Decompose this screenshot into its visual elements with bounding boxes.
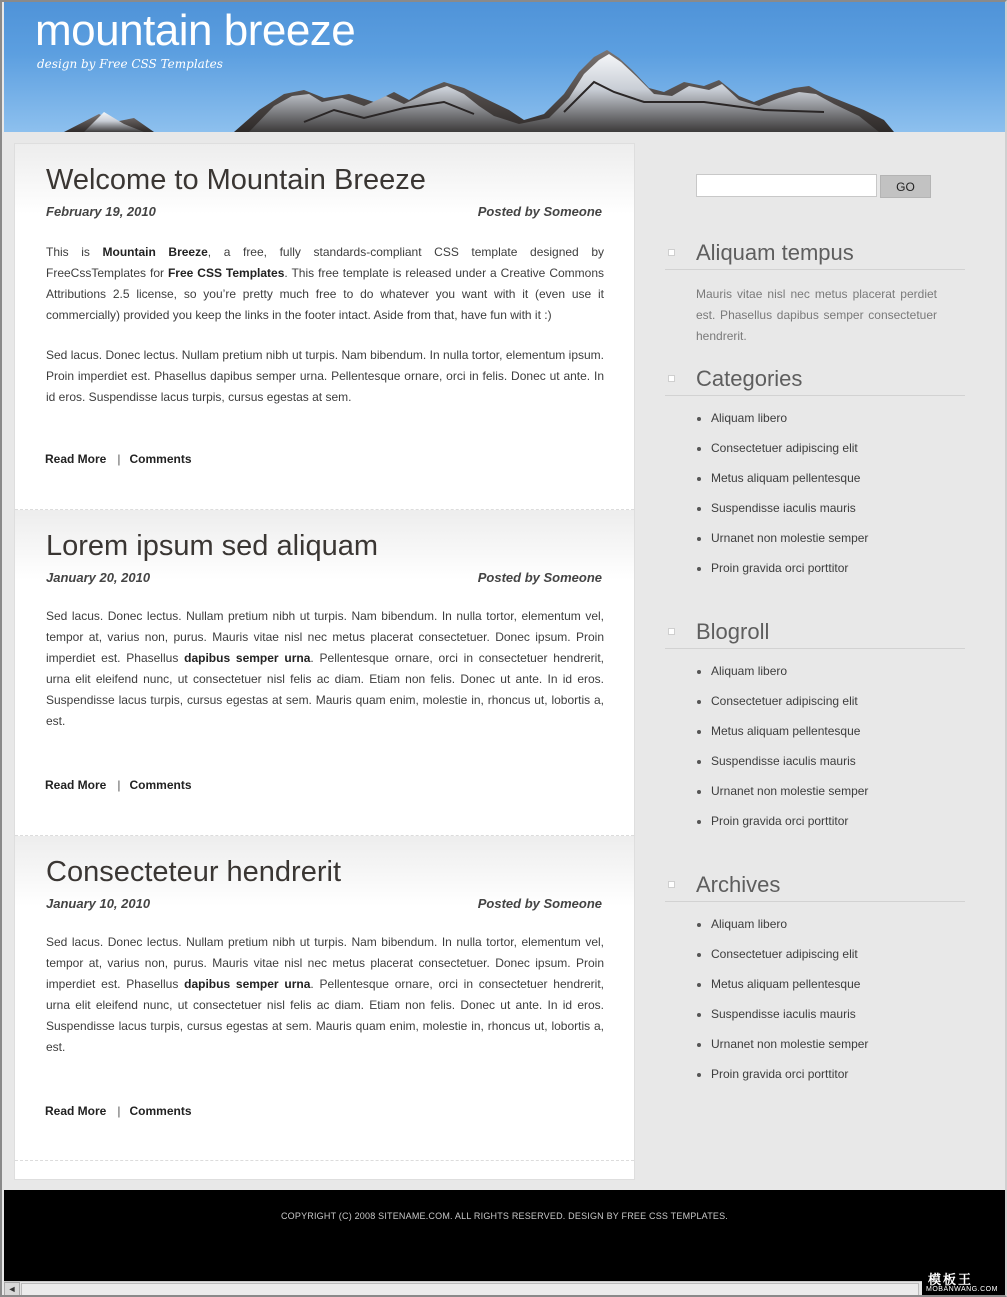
list-item[interactable]: Urnanet non molestie semper [696, 784, 965, 814]
square-bullet-icon [668, 249, 675, 256]
search-input[interactable] [696, 174, 877, 197]
main-content [14, 143, 635, 1180]
post [15, 835, 634, 1161]
widget-blogroll [665, 621, 965, 844]
post-paragraph: Sed lacus. Donec lectus. Nullam pretium nibh ut turpis. Nam bibendum. In nulla tortor, elementum ipsum. Proin imperdiet est. Phasellus dapibus semper urna. Pellentesque ornare, orci in felis. Donec ut ante. In id eros. Suspendisse lacus turpis, cursus egestas at sem. [46, 348, 604, 404]
post-date: January 20, 2010 [46, 570, 151, 585]
footer-copyright: COPYRIGHT (C) 2008 SITENAME.COM. ALL RIGHTS RESERVED. DESIGN BY FREE CSS TEMPLATES. [280, 1211, 729, 1221]
list-item[interactable]: Proin gravida orci porttitor [696, 814, 965, 844]
post-author: Posted by Someone [477, 204, 602, 219]
site-tagline: design by Free CSS Templates [37, 57, 223, 71]
list-item[interactable]: Consectetuer adipiscing elit [696, 694, 965, 724]
watermark-url: MOBANWANG.COM [926, 1286, 998, 1293]
list-item[interactable]: Urnanet non molestie semper [696, 531, 965, 561]
content-bottom-divider [15, 1160, 634, 1161]
site-footer [4, 1190, 1005, 1282]
post-links [45, 1104, 192, 1118]
scroll-left-arrow-icon[interactable]: ◄ [4, 1282, 20, 1297]
square-bullet-icon [668, 628, 675, 635]
post-links [45, 778, 192, 792]
post [15, 144, 634, 470]
widget-title: Aliquam tempus [665, 242, 965, 270]
list-item[interactable]: Proin gravida orci porttitor [696, 561, 965, 591]
post-date: February 19, 2010 [46, 204, 156, 219]
category-list [696, 411, 965, 591]
link-separator: | [117, 778, 121, 792]
widget-title: Blogroll [665, 621, 965, 649]
post-body [46, 932, 604, 1077]
square-bullet-icon [668, 375, 675, 382]
link-separator: | [117, 1104, 121, 1118]
site-title[interactable]: mountain breeze [35, 6, 356, 55]
link-separator: | [117, 452, 121, 466]
post-paragraph: Sed lacus. Donec lectus. Nullam pretium nibh ut turpis. Nam bibendum. In nulla tortor, elementum vel, tempor at, varius non, purus. Mauris vitae nisl nec metus placerat consectetuer. Donec ipsum. Proin imperdiet est. Phasellus dapibus semper urna. Pellentesque ornare, orci in consectetuer hendrerit, urna elit eleifend nunc, ut consectetuer nisl felis ac diam. Etiam non felis. Donec ut ante. In id eros. Suspendisse lacus turpis, cursus egestas at sem. Mauris quam enim, molestie in, rhoncus ut, lobortis a, est. [46, 935, 604, 1054]
read-more-link[interactable]: Read More [45, 452, 107, 466]
read-more-link[interactable]: Read More [45, 778, 107, 792]
post-paragraph: This is Mountain Breeze, a free, fully standards-compliant CSS template designed by FreeCssTemplates for Free CSS Templates. This free template is released under a Creative Commons Attributions 2.5 license, so you’re pretty much free to do whatever you want with it (even use it commercially) provided you keep the links in the footer intact. Aside from that, have fun with it :) [46, 245, 605, 322]
list-item[interactable]: Suspendisse iaculis mauris [696, 1007, 965, 1037]
post-body [46, 242, 604, 427]
widget-archives [665, 874, 965, 1097]
widget-categories [665, 368, 965, 591]
comments-link[interactable]: Comments [129, 452, 192, 466]
list-item[interactable]: Aliquam libero [696, 411, 965, 441]
post-paragraph: Sed lacus. Donec lectus. Nullam pretium nibh ut turpis. Nam bibendum. In nulla tortor, elementum vel, tempor at, varius non, purus. Mauris vitae nisl nec metus placerat consectetuer. Donec ipsum. Proin imperdiet est. Phasellus dapibus semper urna. Pellentesque ornare, orci in consectetuer hendrerit, urna elit eleifend nunc, ut consectetuer nisl felis ac diam. Etiam non felis. Donec ut ante. In id eros. Suspendisse lacus turpis, cursus egestas at sem. Mauris quam enim, molestie in, rhoncus ut, lobortis a, est. [46, 609, 604, 728]
post-links [45, 452, 192, 466]
post-title[interactable]: Consecteteur hendrerit [46, 856, 341, 888]
list-item[interactable]: Suspendisse iaculis mauris [696, 754, 965, 784]
archives-list [696, 917, 965, 1097]
list-item[interactable]: Aliquam libero [696, 917, 965, 947]
post-author: Posted by Someone [477, 896, 602, 911]
widget-title: Categories [665, 368, 965, 396]
list-item[interactable]: Consectetuer adipiscing elit [696, 441, 965, 471]
scrollbar-thumb[interactable] [21, 1283, 919, 1296]
list-item[interactable]: Consectetuer adipiscing elit [696, 947, 965, 977]
post-title[interactable]: Welcome to Mountain Breeze [46, 164, 426, 196]
list-item[interactable]: Metus aliquam pellentesque [696, 724, 965, 754]
blogroll-list [696, 664, 965, 844]
widget-aliquam-tempus [665, 242, 965, 347]
site-header [4, 2, 1005, 132]
watermark-logo: 模板王 [928, 1272, 974, 1287]
post-body [46, 606, 604, 751]
list-item[interactable]: Aliquam libero [696, 664, 965, 694]
list-item[interactable]: Metus aliquam pellentesque [696, 977, 965, 1007]
list-item[interactable]: Urnanet non molestie semper [696, 1037, 965, 1067]
read-more-link[interactable]: Read More [45, 1104, 107, 1118]
search-go-button[interactable]: GO [880, 175, 931, 198]
post-author: Posted by Someone [477, 570, 602, 585]
comments-link[interactable]: Comments [129, 1104, 192, 1118]
comments-link[interactable]: Comments [129, 778, 192, 792]
square-bullet-icon [668, 881, 675, 888]
widget-title: Archives [665, 874, 965, 902]
watermark [922, 1266, 1006, 1297]
list-item[interactable]: Suspendisse iaculis mauris [696, 501, 965, 531]
post [15, 509, 634, 835]
post-title[interactable]: Lorem ipsum sed aliquam [46, 530, 379, 562]
post-date: January 10, 2010 [46, 896, 151, 911]
horizontal-scrollbar[interactable] [4, 1281, 922, 1297]
widget-text: Mauris vitae nisl nec metus placerat perdiet est. Phasellus dapibus semper consectetuer hendrerit. [696, 287, 937, 343]
list-item[interactable]: Proin gravida orci porttitor [696, 1067, 965, 1097]
list-item[interactable]: Metus aliquam pellentesque [696, 471, 965, 501]
